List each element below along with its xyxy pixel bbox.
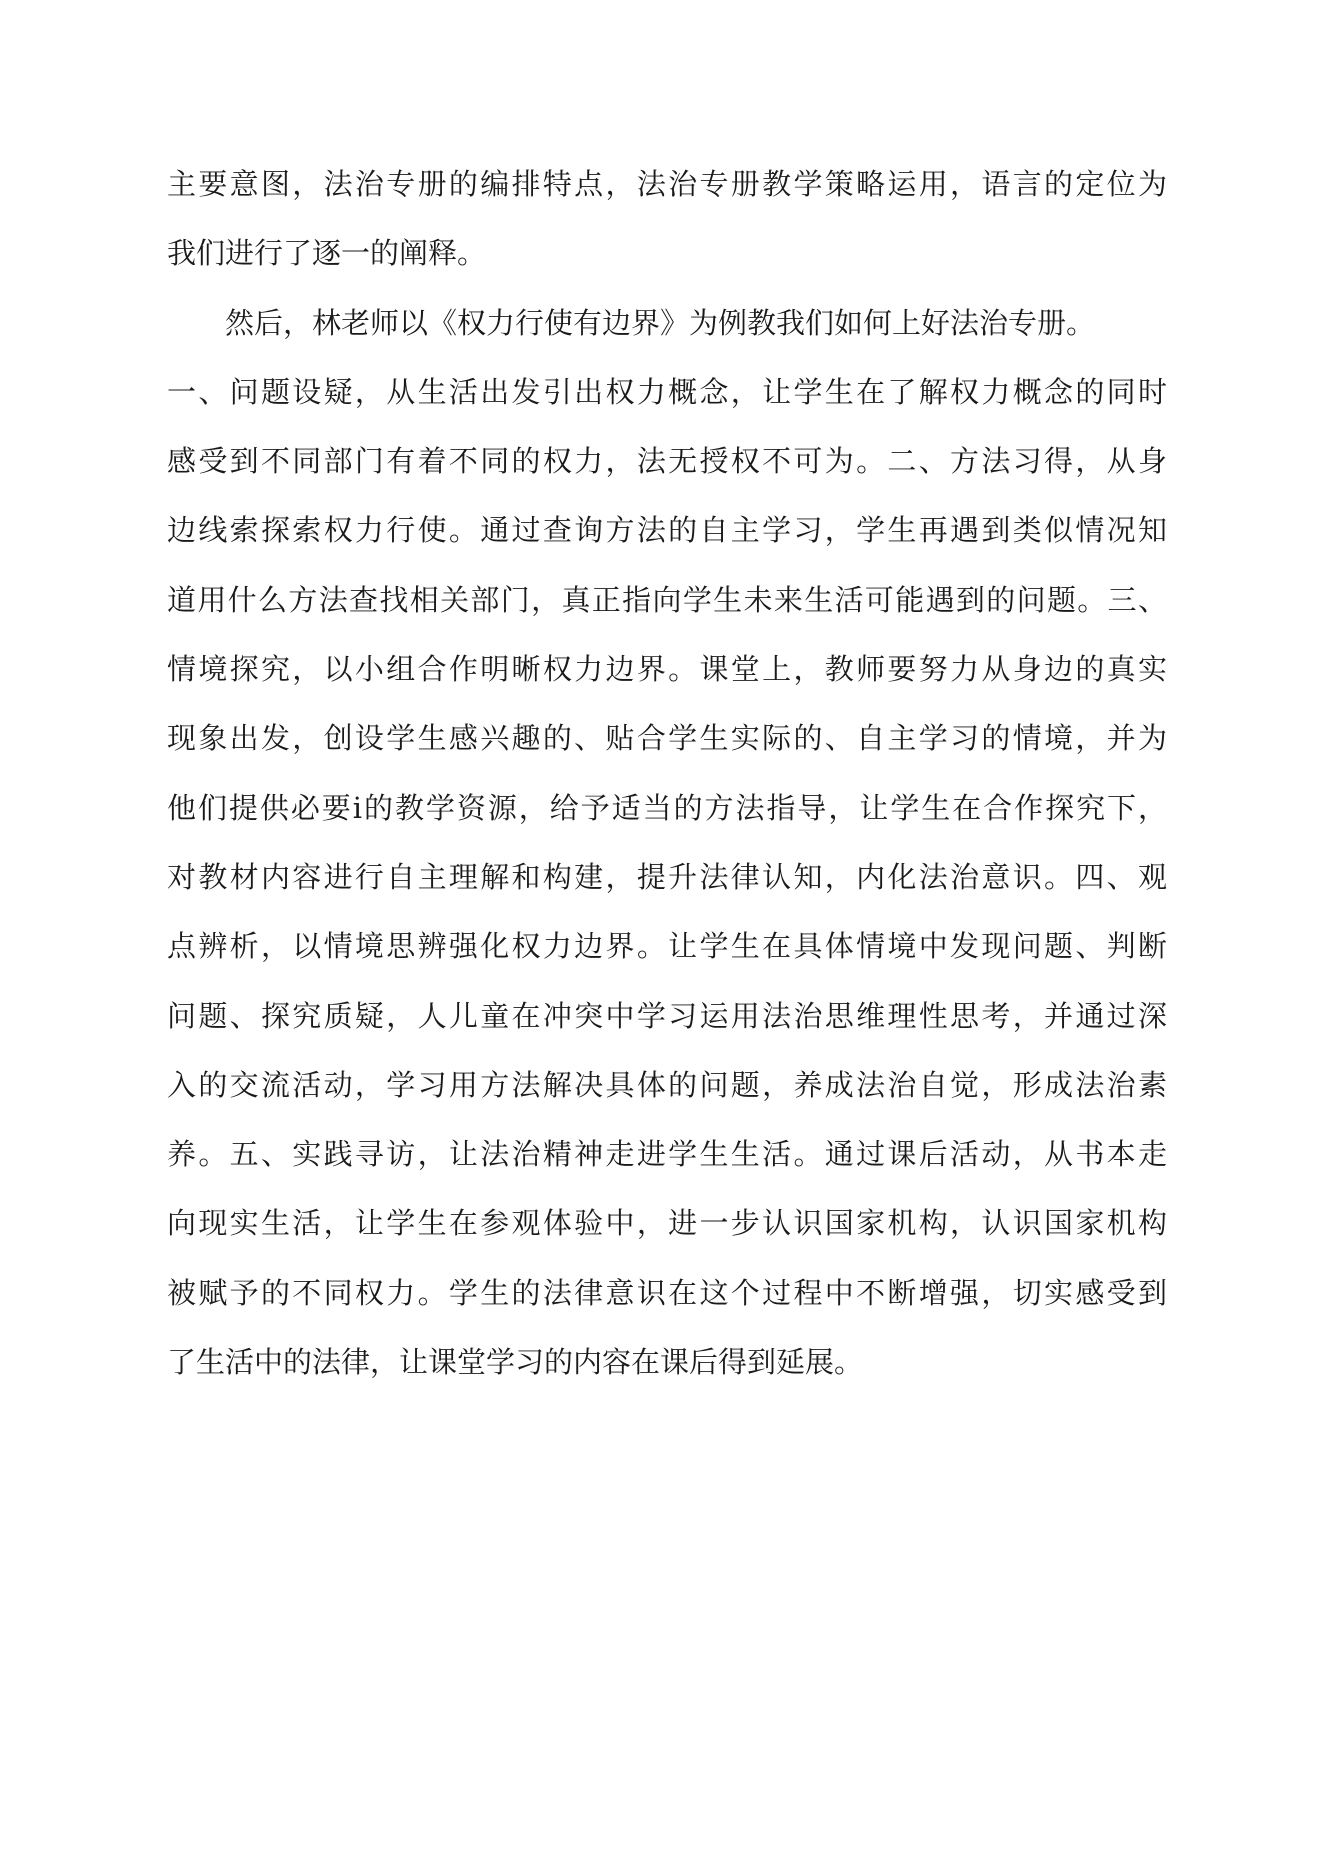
text-line: 向现实生活，让学生在参观体验中，进一步认识国家机构，认识国家机构 [167,1206,1167,1241]
text-line: 边线索探索权力行使。通过查询方法的自主学习，学生再遇到类似情况知 [167,513,1167,548]
body-text [167,150,1167,1397]
text-line: 养。五、实践寻访，让法治精神走进学生生活。通过课后活动，从书本走 [167,1137,1167,1172]
paragraph-1 [167,150,1167,289]
text-line: 了生活中的法律，让课堂学习的内容在课后得到延展。 [167,1345,864,1380]
text-line: 然后，林老师以《权力行使有边界》为例教我们如何上好法治专册。 [225,305,1096,340]
text-line: 感受到不同部门有着不同的权力，法无授权不可为。二、方法习得，从身 [167,444,1167,479]
text-line: 被赋予的不同权力。学生的法律意识在这个过程中不断增强，切实感受到 [167,1275,1167,1310]
text-line: 点辨析，以情境思辨强化权力边界。让学生在具体情境中发现问题、判断 [167,929,1167,964]
text-line: 对教材内容进行自主理解和构建，提升法律认知，内化法治意识。四、观 [167,859,1167,894]
paragraph-2 [167,289,1167,1398]
text-line: 问题、探究质疑，人儿童在冲突中学习运用法治思维理性思考，并通过深 [167,998,1167,1033]
text-line: 主要意图，法治专册的编排特点，法治专册教学策略运用，语言的定位为 [167,167,1167,201]
text-line: 他们提供必要i的教学资源，给予适当的方法指导，让学生在合作探究下， [167,790,1167,825]
text-line: 我们进行了逐一的阐释。 [167,236,487,271]
text-line: 一、问题设疑，从生活出发引出权力概念，让学生在了解权力概念的同时 [167,374,1167,409]
text-line: 现象出发，创设学生感兴趣的、贴合学生实际的、自主学习的情境，并为 [167,721,1167,756]
text-line: 情境探究，以小组合作明晰权力边界。课堂上，教师要努力从身边的真实 [167,652,1167,687]
text-line: 入的交流活动，学习用方法解决具体的问题，养成法治自觉，形成法治素 [167,1067,1167,1102]
text-line: 道用什么方法查找相关部门，真正指向学生未来生活可能遇到的问题。三、 [167,582,1167,617]
